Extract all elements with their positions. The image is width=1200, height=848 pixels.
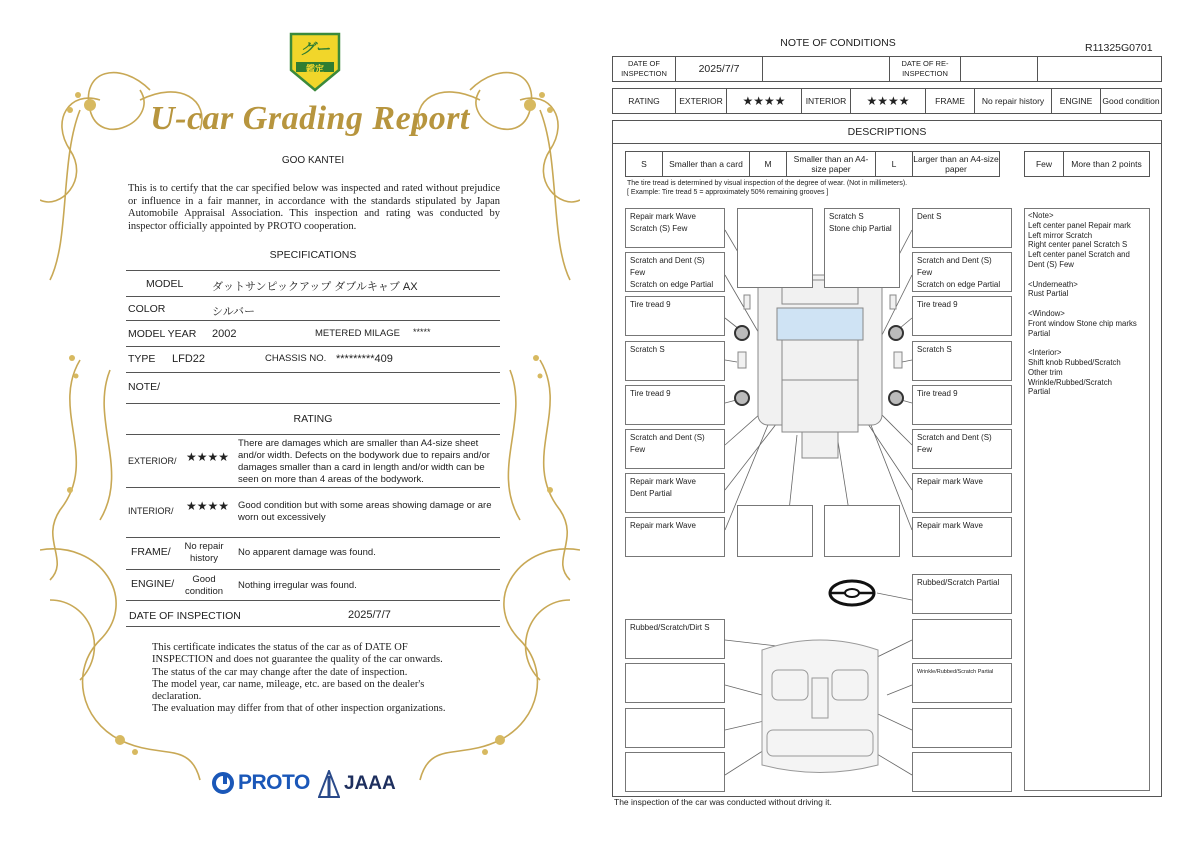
jaaa-logo [318, 770, 396, 798]
note-line: Right center panel Scratch S [1028, 240, 1128, 250]
engine-label: ENGINE/ [131, 578, 175, 590]
inspection-footer: The inspection of the car was conducted without driving it. [614, 797, 832, 807]
note-line: Front window Stone chip marks [1028, 318, 1137, 328]
note-label: NOTE/ [128, 381, 161, 393]
legend-s: S [625, 151, 663, 177]
type-label: TYPE [128, 353, 156, 365]
engine-label: ENGINE [1051, 88, 1101, 114]
exterior-stars: ★★★★ [726, 88, 802, 114]
exterior-label: EXTERIOR/ [128, 456, 177, 466]
badge-bottom-text: 鑑定 [305, 64, 324, 74]
note-line: <Underneath> [1028, 279, 1078, 289]
damage-note-box [912, 752, 1012, 792]
frame-value: No repair history [974, 88, 1052, 114]
damage-note-box [912, 708, 1012, 748]
disclaimer [152, 642, 470, 716]
damage-note-box: Tire tread 9 [625, 296, 725, 336]
disclaimer-line: The evaluation may differ from that of other inspection organizations. [152, 703, 446, 715]
note-line: Dent (S) Few [1028, 259, 1074, 269]
rating-heading: RATING [293, 413, 333, 425]
color-label: COLOR [128, 303, 166, 315]
legend-few: Few [1024, 151, 1064, 177]
steering-wheel-icon [830, 581, 874, 605]
note-line: Left center panel Scratch and [1028, 250, 1130, 260]
jaaa-logo-text: JAAA [344, 773, 396, 794]
model-year-label: MODEL YEAR [128, 328, 197, 340]
damage-note-box: Tire tread 9 [912, 296, 1012, 336]
damage-note-box: Wrinkle/Rubbed/Scratch Partial [912, 663, 1012, 703]
note-line: Shift knob Rubbed/Scratch [1028, 357, 1121, 367]
disclaimer-line: This certificate indicates the status of the car as of DATE OF INSPECTION and does not guarantee the quality of the car onwards. [152, 642, 443, 666]
certificate-intro: This is to certify that the car specified below was inspected and rated without prejudice or influence in a fair manner, in accordance with the standards stipulated by Japan Automobile Appraisal Association. This inspection and rating was conducted by inspector officially appointed by PROTO cooperation. [128, 183, 500, 232]
damage-note-box: Repair mark Wave [912, 517, 1012, 557]
color-value: シルバー [212, 306, 255, 318]
date-reinspection-value [960, 56, 1038, 82]
frame-value: No repair history [184, 541, 224, 564]
interior-label: INTERIOR [801, 88, 851, 114]
date-of-inspection-label: DATE OF INSPECTION [129, 610, 241, 622]
legend-m-text: Smaller than an A4-size paper [786, 151, 876, 177]
legend-l: L [875, 151, 913, 177]
damage-note-box: Scratch S [625, 341, 725, 381]
note-line: <Window> [1028, 308, 1065, 318]
model-value: ダットサンピックアップ ダブルキャブ AX [212, 281, 418, 293]
proto-logo-text: PROTO [238, 771, 310, 794]
date-inspection-value: 2025/7/7 [675, 56, 763, 82]
damage-note-box: Repair mark Wave Dent Partial [625, 473, 725, 513]
note-line: <Interior> [1028, 348, 1062, 358]
disclaimer-line: The status of the car may change after the date of inspection. [152, 666, 408, 678]
damage-note-box: Scratch and Dent (S) Few [912, 429, 1012, 469]
date-reinspection-label: DATE OF RE-INSPECTION [889, 56, 961, 82]
note-line: Wrinkle/Rubbed/Scratch [1028, 377, 1112, 387]
certificate-title: U-car Grading Report [150, 100, 470, 137]
exterior-stars: ★★★★ [186, 450, 230, 464]
damage-note-box: Rubbed/Scratch Partial [912, 574, 1012, 614]
damage-note-box: Tire tread 9 [625, 385, 725, 425]
interior-stars: ★★★★ [186, 499, 230, 513]
note-line: Left center panel Repair mark [1028, 220, 1131, 230]
date-blank-cell [762, 56, 890, 82]
frame-label: FRAME [925, 88, 975, 114]
damage-note-box [625, 663, 725, 703]
legend-few-text: More than 2 points [1063, 151, 1150, 177]
note-line: Other trim [1028, 367, 1063, 377]
note-line [1028, 299, 1146, 309]
model-label: MODEL [146, 278, 184, 290]
damage-note-box: Repair mark Wave [625, 517, 725, 557]
damage-note-box [737, 505, 813, 557]
note-line: <Note> [1028, 211, 1054, 220]
damage-note-box [912, 619, 1012, 659]
model-year-value: 2002 [212, 328, 237, 340]
exterior-label: EXTERIOR [675, 88, 727, 114]
legend-s-text: Smaller than a card [662, 151, 750, 177]
note-line [1028, 270, 1146, 280]
note-line: Partial [1028, 328, 1051, 338]
engine-value: Good condition [184, 574, 224, 597]
jaaa-logo-icon [318, 770, 340, 798]
damage-note-box: Scratch and Dent (S) Few Scratch on edge Partial [912, 252, 1012, 292]
chassis-label: CHASSIS NO. [265, 353, 327, 364]
legend-l-text: Larger than an A4-size paper [912, 151, 1000, 177]
note-line: Rust Partial [1028, 289, 1069, 299]
rating-label: RATING [612, 88, 676, 114]
damage-note-box [625, 752, 725, 792]
interior-text: Good condition but with some areas showing damage or are worn out excessively [238, 500, 492, 523]
damage-note-box: Scratch S [912, 341, 1012, 381]
tire-note-example: [ Example: Tire tread 5 = approximately 50% remaining grooves ] [627, 189, 829, 196]
damage-note-box: Repair mark Wave [912, 473, 1012, 513]
frame-text: No apparent damage was found. [238, 547, 376, 558]
engine-value: Good condition [1100, 88, 1162, 114]
legend-m: M [749, 151, 787, 177]
interior-stars: ★★★★ [850, 88, 926, 114]
damage-note-box: Tire tread 9 [912, 385, 1012, 425]
type-value: LFD22 [172, 353, 206, 365]
tire-note: The tire tread is determined by visual inspection of the degree of wear. (Not in millimeters). [627, 180, 908, 187]
damage-note-box: Scratch S Stone chip Partial [824, 208, 900, 288]
engine-text: Nothing irregular was found. [238, 580, 357, 591]
badge-top-text: グー [299, 42, 330, 58]
damage-note-box: Scratch and Dent (S) Few [625, 429, 725, 469]
damage-note-box [824, 505, 900, 557]
date-inspection-label: DATE OF INSPECTION [612, 56, 676, 82]
damage-note-box [737, 208, 813, 288]
noc-heading: NOTE OF CONDITIONS [780, 37, 896, 49]
proto-logo [212, 771, 310, 795]
descriptions-heading: DESCRIPTIONS [612, 120, 1162, 144]
certificate-subtitle: GOO KANTEI [281, 155, 345, 166]
mileage-label: METERED MILAGE [315, 328, 400, 339]
interior-label: INTERIOR/ [128, 506, 174, 516]
damage-note-box: Scratch and Dent (S) Few Scratch on edge Partial [625, 252, 725, 292]
mileage-value: ***** [413, 327, 431, 337]
note-line: Partial [1028, 387, 1051, 397]
spec-heading: SPECIFICATIONS [269, 249, 357, 261]
date-of-inspection-value: 2025/7/7 [348, 609, 391, 621]
note-line: Left mirror Scratch [1028, 230, 1093, 240]
chassis-value: *********409 [336, 353, 393, 365]
frame-label: FRAME/ [131, 546, 171, 558]
damage-note-box [625, 708, 725, 748]
disclaimer-line: The model year, car name, mileage, etc. are based on the dealer's declaration. [152, 678, 425, 703]
goo-kantei-badge-icon [287, 32, 343, 92]
damage-note-box: Rubbed/Scratch/Dirt S [625, 619, 725, 659]
notes-panel [1024, 208, 1150, 791]
damage-note-box: Dent S [912, 208, 1012, 248]
exterior-text: There are damages which are smaller than A4-size sheet and/or width. Defects on the bodywork due to repairs and/or damages smaller than a card in length and/or width can be seen on more than 4 areas of the bodywork. [238, 438, 490, 485]
proto-logo-icon [212, 771, 234, 795]
note-line [1028, 338, 1146, 348]
damage-note-box: Repair mark Wave Scratch (S) Few [625, 208, 725, 248]
reference-number: R11325G0701 [1085, 42, 1153, 54]
